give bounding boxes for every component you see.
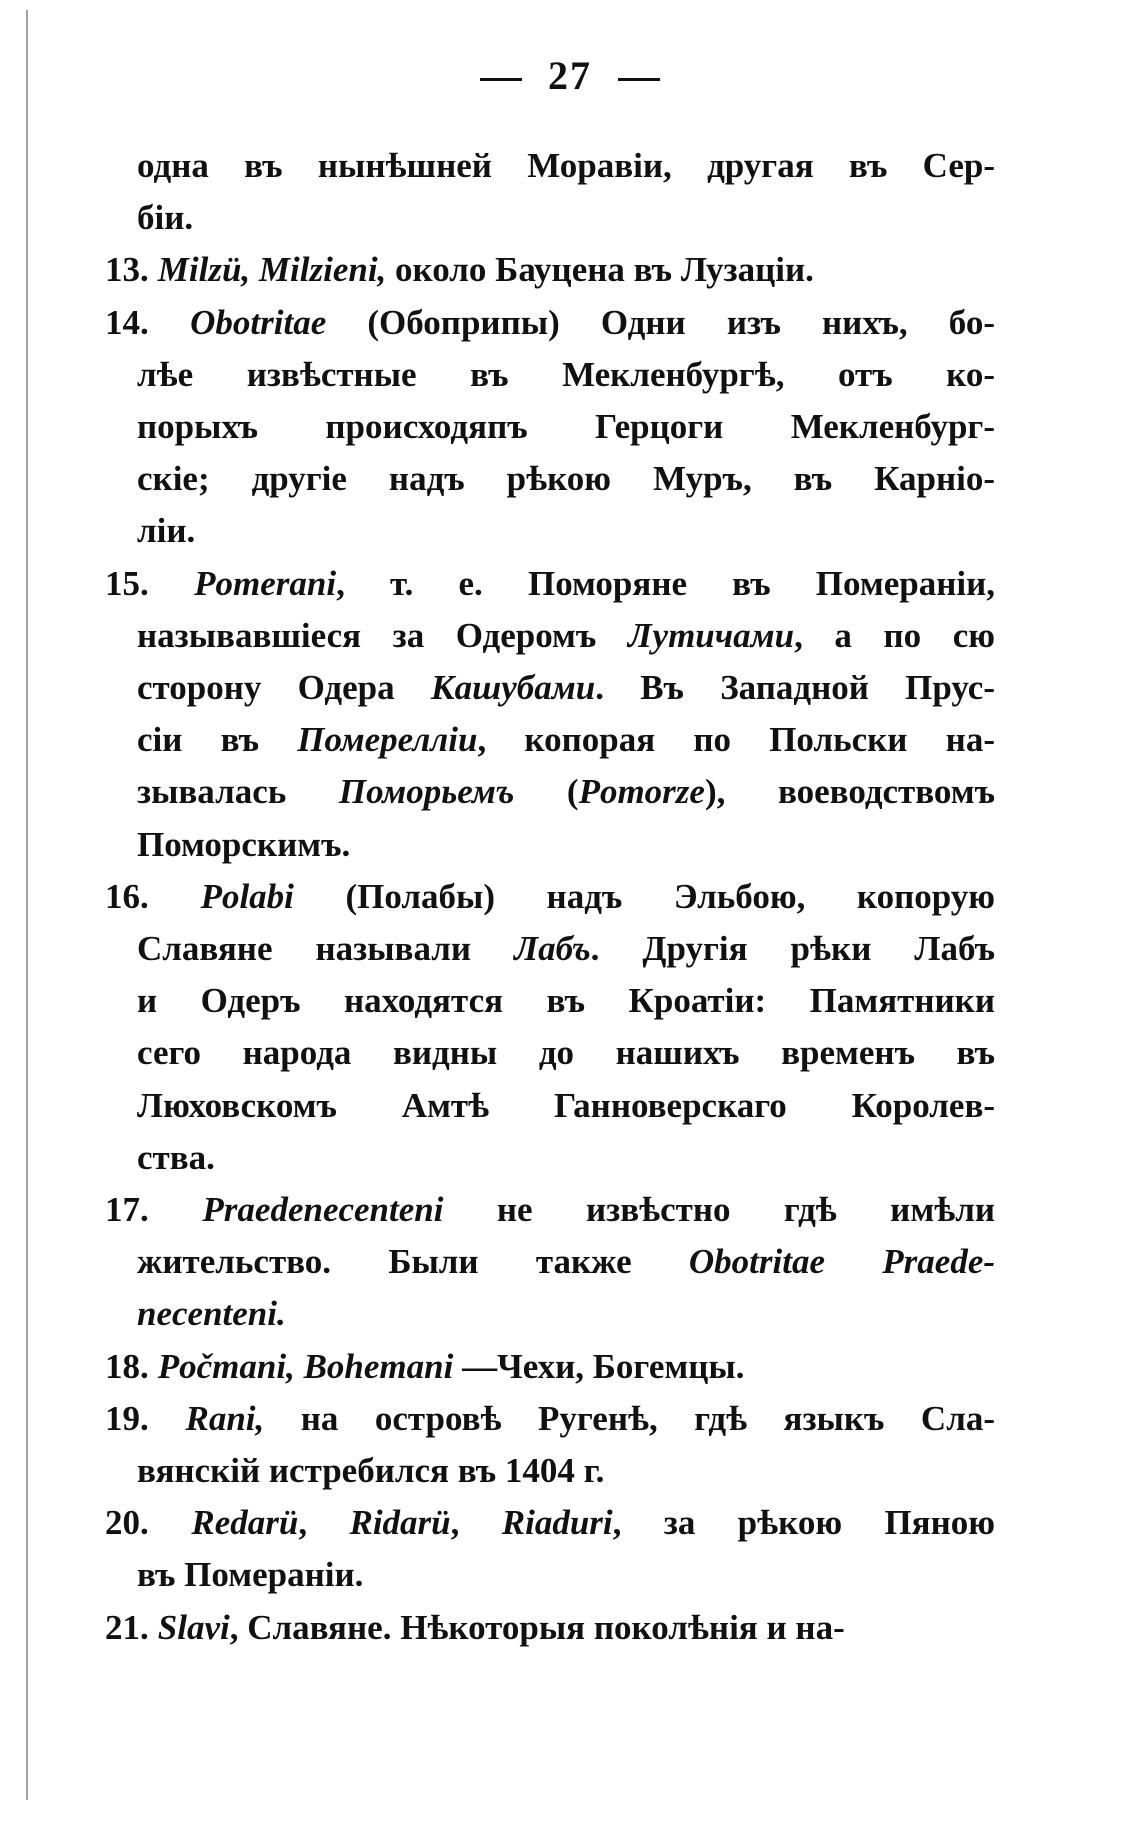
italic-text: Obotritae Praede- — [688, 1242, 996, 1282]
text-line — [105, 1602, 995, 1654]
text-run: —Чехи, Богемцы. — [453, 1346, 745, 1386]
text-run: , за рѣкою Пяною — [612, 1503, 996, 1543]
italic-text: Polabi — [200, 876, 294, 916]
entry-number: 18. — [105, 1346, 149, 1386]
text-line — [105, 1445, 995, 1497]
text-run: около Бауцена въ Лузаціи. — [386, 250, 814, 290]
text-run: ), воеводствомъ — [704, 772, 995, 812]
entry-number: 13. — [105, 250, 149, 290]
text-run: (Полабы) надъ Эльбою, копорую — [293, 876, 996, 916]
text-line — [105, 1497, 995, 1549]
italic-text: Pomorze — [578, 772, 705, 812]
italic-text: Riaduri — [501, 1503, 613, 1543]
text-line — [105, 192, 995, 244]
italic-text: Pomerani — [194, 563, 337, 603]
page-body-text — [105, 140, 995, 1654]
italic-text: Praedenecenteni — [202, 1190, 444, 1230]
text-run: . Другія рѣки Лабъ — [590, 929, 995, 969]
header-dash-right — [618, 78, 660, 81]
text-run: Поморскимъ. — [137, 824, 351, 864]
italic-text: Redarü — [191, 1503, 299, 1543]
text-run: сіи въ — [137, 720, 298, 760]
text-run: Славяне называли — [137, 929, 515, 969]
italic-text: Помереллiи — [297, 720, 478, 760]
text-line — [105, 662, 995, 714]
italic-text: necenteni. — [137, 1294, 286, 1334]
text-run: жительство. Были также — [137, 1242, 689, 1282]
text-run: , копорая по Польски на- — [477, 720, 995, 760]
text-run: называвшіеся за Одеромъ — [137, 615, 628, 655]
text-line — [105, 1184, 995, 1236]
italic-text: Лутичами — [627, 615, 795, 655]
text-run: . Въ Западной Прус- — [595, 668, 995, 708]
page-number: 27 — [548, 53, 592, 98]
text-run: сего народа видны до нашихъ временъ въ — [137, 1033, 995, 1073]
text-line — [105, 923, 995, 975]
italic-text: Obotritae — [190, 302, 327, 342]
text-run: не извѣстно гдѣ имѣли — [443, 1190, 995, 1230]
italic-text: Кашубами — [430, 668, 596, 708]
text-run: , Славяне. Нѣкоторыя поколѣнія и на- — [229, 1607, 845, 1647]
text-line — [105, 1288, 995, 1340]
italic-text: Slavi — [157, 1607, 230, 1647]
text-run: вянскій истребился въ 1404 г. — [137, 1451, 605, 1491]
italic-text: Počmani, Bohemani — [157, 1346, 454, 1386]
text-run: на островѣ Ругенѣ, гдѣ языкъ Сла- — [264, 1398, 995, 1438]
text-run: , — [450, 1503, 502, 1543]
entry-number: 14. — [105, 302, 149, 342]
text-run: біи. — [137, 198, 194, 238]
text-run: сторону Одера — [137, 668, 431, 708]
text-line — [105, 975, 995, 1027]
text-line — [105, 766, 995, 818]
italic-text: Milzü, Milzieni, — [157, 250, 387, 290]
text-run: въ Помераніи. — [137, 1555, 364, 1595]
italic-text: Лабъ — [514, 929, 591, 969]
text-line — [105, 1080, 995, 1132]
text-run: ліи. — [137, 511, 196, 551]
text-line — [105, 871, 995, 923]
text-line — [105, 1549, 995, 1601]
text-run: скіе; другіе надъ рѣкою Муръ, въ Карніо- — [137, 459, 995, 499]
header-dash-left — [480, 78, 522, 81]
entry-number: 20. — [105, 1503, 149, 1543]
text-line — [105, 453, 995, 505]
text-line — [105, 140, 995, 192]
text-run: зывалась — [137, 772, 339, 812]
text-line — [105, 244, 995, 296]
entry-number: 21. — [105, 1607, 149, 1647]
text-run: одна въ нынѣшней Моравіи, другая въ Сер- — [137, 146, 995, 185]
italic-text: Поморьемъ — [338, 772, 515, 812]
text-run: ( — [514, 772, 579, 812]
text-line — [105, 401, 995, 453]
text-run: порыхъ происходяпъ Герцоги Мекленбург- — [137, 407, 995, 447]
italic-text: Ridarü — [349, 1503, 451, 1543]
text-line — [105, 1027, 995, 1079]
text-line — [105, 558, 995, 610]
text-line — [105, 297, 995, 349]
text-line — [105, 714, 995, 766]
text-run: ства. — [137, 1137, 215, 1177]
text-line — [105, 1341, 995, 1393]
text-run: , т. е. Поморяне въ Помераніи, — [336, 563, 995, 603]
text-line — [105, 505, 995, 557]
text-line — [105, 1132, 995, 1184]
text-line — [105, 1393, 995, 1445]
entry-number: 16. — [105, 876, 149, 916]
italic-text: Rani, — [185, 1398, 265, 1438]
scan-edge-line — [26, 10, 28, 1800]
entry-number: 19. — [105, 1398, 149, 1438]
text-line — [105, 1236, 995, 1288]
text-line — [105, 349, 995, 401]
text-run: (Обоприпы) Одни изъ нихъ, бо- — [326, 302, 995, 342]
text-run: и Одеръ находятся въ Кроатіи: Памятники — [137, 981, 995, 1021]
text-line — [105, 819, 995, 871]
text-run: , — [298, 1503, 350, 1543]
text-run: лѣе извѣстные въ Мекленбургѣ, отъ ко- — [137, 354, 995, 394]
text-run: Люховскомъ Амтѣ Ганноверскаго Королев- — [137, 1085, 995, 1125]
page-header — [0, 52, 1140, 99]
entry-number: 17. — [105, 1190, 149, 1230]
text-line — [105, 610, 995, 662]
text-run: , а по сю — [794, 615, 995, 655]
entry-number: 15. — [105, 563, 149, 603]
